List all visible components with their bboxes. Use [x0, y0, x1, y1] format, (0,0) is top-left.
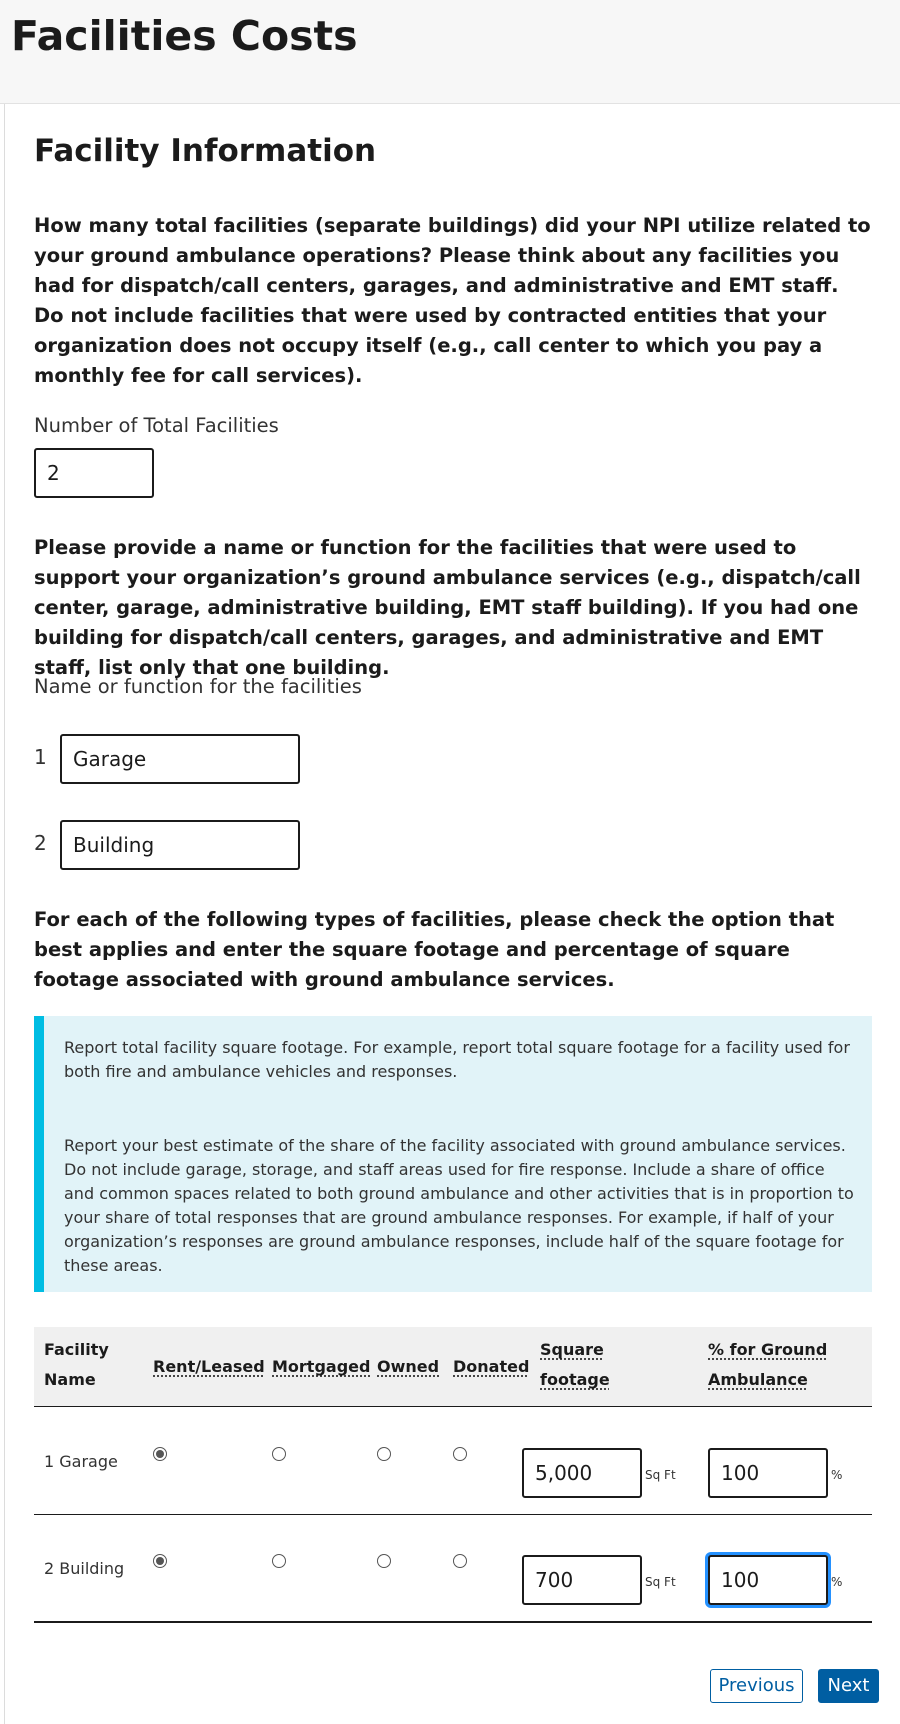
total-facilities-input[interactable]: [34, 448, 154, 498]
page-title: Facilities Costs: [11, 12, 358, 60]
facility-name-number: 1: [34, 745, 47, 769]
facility-types-question: For each of the following types of facilities, please check the option that best applies and enter the square footage and percentage of square footage associated with ground ambulance services.: [34, 908, 835, 991]
radio-owned[interactable]: [377, 1554, 391, 1568]
page-header: [0, 0, 900, 104]
square-footage-input[interactable]: [522, 1555, 642, 1605]
facility-name-input[interactable]: [60, 734, 300, 784]
square-footage-input[interactable]: [522, 1448, 642, 1498]
radio-owned[interactable]: [377, 1447, 391, 1461]
row-divider: [34, 1514, 872, 1515]
header-square-footage: Square footage: [540, 1340, 610, 1389]
names-question: Please provide a name or function for the facilities that were used to support your organization’s ground ambulance services (e.g., dispatch/call center, garage, administrative building, EMT staff building). If you had one building for dispatch/call centers, garages, and administrative and EMT staff, list only that one building.: [34, 536, 861, 679]
header-rent-leased: Rent/Leased: [153, 1357, 265, 1376]
sqft-unit: Sq Ft: [645, 1468, 676, 1482]
radio-rent-leased[interactable]: [153, 1447, 167, 1461]
sqft-unit: Sq Ft: [645, 1575, 676, 1589]
intro-question: [34, 211, 874, 391]
next-button[interactable]: Next: [818, 1669, 879, 1703]
info-alert: [34, 1016, 872, 1292]
table-bottom-border: [34, 1621, 872, 1623]
row-facility-name: 2 Building: [44, 1559, 125, 1578]
radio-rent-leased[interactable]: [153, 1554, 167, 1568]
intro-text-before: How many total facilities (separate buildings) did your NPI utilize related to your ground ambulance operations? Please think about any facilities you had for dispatch/call centers, garages, and administrative and EMT staff. Do: [34, 214, 871, 327]
radio-donated[interactable]: [453, 1554, 467, 1568]
header-facility-name: Facility Name: [44, 1340, 109, 1389]
pct-ground-ambulance-input[interactable]: [708, 1555, 828, 1605]
facility-name-input[interactable]: [60, 820, 300, 870]
pct-ground-ambulance-input[interactable]: [708, 1448, 828, 1498]
intro-bold-not: not: [70, 304, 107, 327]
header-owned: Owned: [377, 1357, 440, 1376]
header-mortgaged: Mortgaged: [272, 1357, 371, 1376]
pct-unit: %: [831, 1468, 843, 1482]
intro-text-after: include facilities that were used by contracted entities that your organization does not occupy itself (e.g., call center to which you pay a monthly fee for call services).: [34, 304, 827, 387]
alert-share-text: Report your best estimate of the share of the facility associated with ground ambulance services. Do not include garage, storage, and staff areas used for fire response. Include a share of office and common spaces related to both ground ambulance and other activities that is in proportion to your share of total responses that are ground ambulance responses. For example, if half of your organization’s responses are ground ambulance responses, include half of the square footage for these areas.: [64, 1136, 854, 1275]
header-donated: Donated: [453, 1357, 530, 1376]
header-pct-ground-ambulance: % for Ground Ambulance: [708, 1340, 828, 1389]
previous-button[interactable]: Previous: [710, 1669, 803, 1703]
facility-name-number: 2: [34, 831, 47, 855]
radio-donated[interactable]: [453, 1447, 467, 1461]
row-facility-name: 1 Garage: [44, 1452, 118, 1471]
radio-mortgaged[interactable]: [272, 1554, 286, 1568]
facility-names-label: Name or function for the facilities: [34, 675, 362, 698]
pct-unit: %: [831, 1575, 843, 1589]
radio-mortgaged[interactable]: [272, 1447, 286, 1461]
alert-sqft-text: Report total facility square footage. For example, report total square footage for a facility used for both fire and ambulance vehicles and responses.: [64, 1038, 850, 1081]
section-title: Facility Information: [34, 133, 377, 169]
total-facilities-label: Number of Total Facilities: [34, 414, 279, 437]
